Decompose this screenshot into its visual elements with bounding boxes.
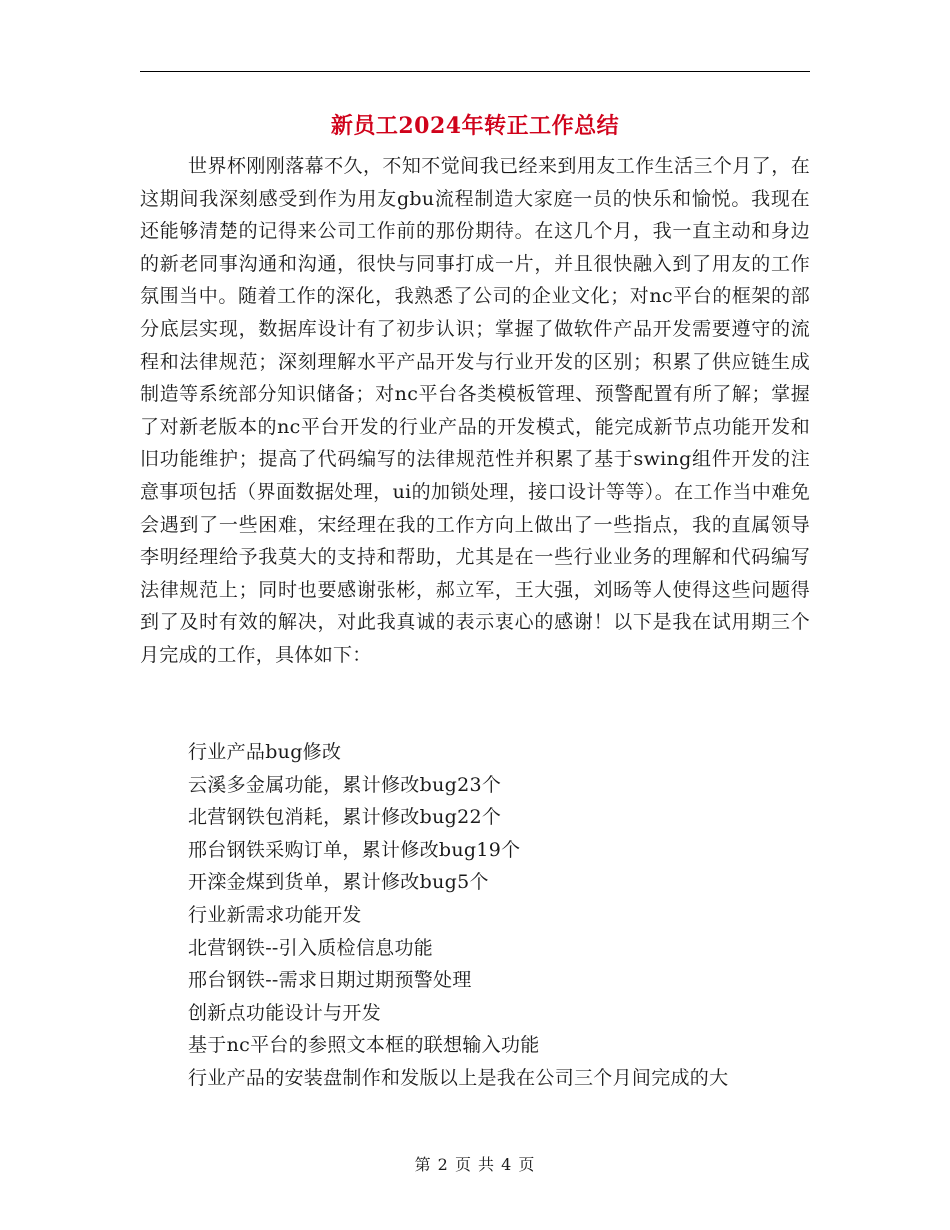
list-item: 基于nc平台的参照文本框的联想输入功能 [188, 1034, 540, 1057]
list-item: 行业新需求功能开发 [188, 903, 362, 926]
list-item: 开滦金煤到货单，累计修改bug5个 [188, 871, 489, 894]
list-item: 云溪多金属功能，累计修改bug23个 [188, 773, 502, 796]
body-paragraph: 世界杯刚刚落幕不久，不知不觉间我已经来到用友工作生活三个月了，在这期间我深刻感受到作为用友gbu流程制造大家庭一员的快乐和愉悦。我现在还能够清楚的记得来公司工作前的那份期待。在这几个月，我一直主动和身边的新老同事沟通和沟通，很快与同事打成一片，并且很快融入到了用友的工作氛围当中。随着工作的深化，我熟悉了公司的企业文化；对nc平台的框架的部分底层实现，数据库设计有了初步认识；掌握了做软件产品开发需要遵守的流程和法律规范；深刻理解水平产品开发与行业开发的区别；积累了供应链生成制造等系统部分知识储备；对nc平台各类模板管理、预警配置有所了解；掌握了对新老版本的nc平台开发的行业产品的开发模式，能完成新节点功能开发和旧功能维护；提高了代码编写的法律规范性并积累了基于swing组件开发的注意事项包括（界面数据处理，ui的加锁处理，接口设计等等）。在工作当中难免会遇到了一些困难，宋经理在我的工作方向上做出了一些指点，我的直属领导李明经理给予我莫大的支持和帮助，尤其是在一些行业业务的理解和代码编写法律规范上；同时也要感谢张彬，郝立军，王大强，刘旸等人使得这些问题得到了及时有效的解决，对此我真诚的表示衷心的感谢！以下是我在试用期三个月完成的工作，具体如下： [140, 155, 810, 666]
work-item-list [188, 736, 810, 1095]
list-item: 邢台钢铁采购订单，累计修改bug19个 [188, 838, 521, 861]
list-item: 行业产品bug修改 [188, 741, 342, 763]
list-item: 创新点功能设计与开发 [188, 1001, 382, 1024]
list-item: 北营钢铁包消耗，累计修改bug22个 [188, 806, 502, 829]
list-item: 北营钢铁--引入质检信息功能 [188, 936, 434, 959]
header-rule [140, 71, 810, 72]
list-item: 邢台钢铁--需求日期过期预警处理 [188, 969, 472, 992]
list-item: 行业产品的安装盘制作和发版以上是我在公司三个月间完成的大 [188, 1066, 729, 1089]
document-title: 新员工2024年转正工作总结 [330, 113, 620, 139]
page-number-footer: 第 2 页 共 4 页 [414, 1155, 536, 1174]
